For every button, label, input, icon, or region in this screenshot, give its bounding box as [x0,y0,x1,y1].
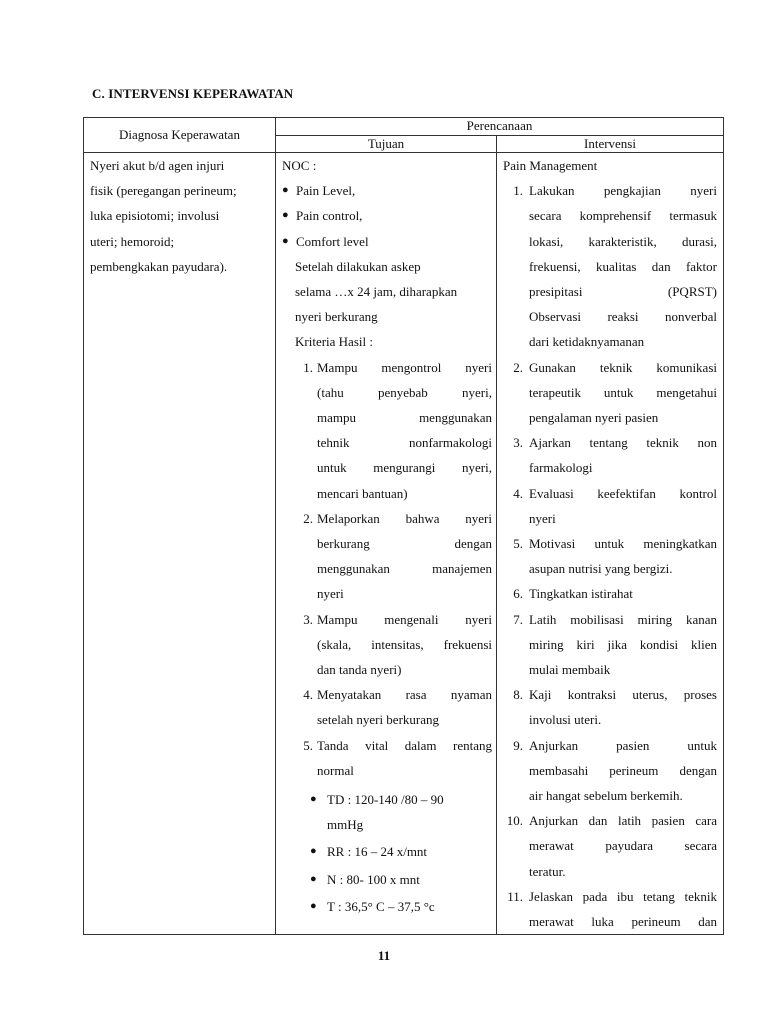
bullet-icon: ● [282,184,289,197]
vital-text [327,867,420,892]
vital-item [282,839,492,864]
intervensi-item [503,430,717,480]
text-line: nyeri berkurang [295,309,378,325]
text-line: Melaporkan bahwa nyeri [317,510,492,526]
text-line: dan tanda nyeri) [317,662,402,678]
noc-item-label: Pain Level, [296,183,356,199]
diagnosa-line: pembengkakan payudara). [90,258,228,274]
text-line: Setelah dilakukan askep [295,258,421,274]
text-line: Lakukan pengkajian nyeri [529,183,717,199]
intervensi-item [503,581,717,606]
text-line: Latih mobilisasi miring kanan [529,611,717,627]
text-line: RR : 16 – 24 x/mnt [327,844,428,860]
intervensi-text [529,178,717,354]
vital-item [282,894,492,919]
vital-text [327,787,444,837]
kriteria-text [317,607,492,683]
kriteria-label: Kriteria Hasil : [295,334,373,350]
noc-item [282,203,492,228]
intervensi-text [529,808,717,884]
bullet-icon: ● [282,209,289,222]
item-number: 1. [513,183,523,199]
item-number: 9. [513,737,523,753]
text-line: merawat luka perineum dan [529,914,717,930]
text-line: mulai membaik [529,662,611,678]
text-line: presipitasi (PQRST) [529,284,717,300]
item-number: 10. [506,813,523,829]
text-line: Jelaskan pada ibu tetang teknik [529,888,717,904]
noc-item-label: Comfort level [296,233,369,249]
kriteria-text [317,355,492,506]
item-number: 8. [513,687,523,703]
text-line: T : 36,5° C – 37,5 °c [327,898,435,914]
header-diagnosa: Diagnosa Keperawatan [84,118,276,153]
intervensi-cell [497,153,724,935]
intervensi-content [503,153,717,934]
intervensi-title: Pain Management [503,158,598,173]
header-perencanaan: Perencanaan [276,118,724,136]
intervensi-item [503,682,717,732]
text-line: untuk mengurangi nyeri, [317,460,492,476]
text-line: air hangat sebelum berkemih. [529,788,683,804]
bullet-icon: ● [282,234,289,247]
vital-text [327,894,435,919]
item-number: 1. [303,359,313,375]
header-tujuan: Tujuan [276,135,497,153]
kriteria-item [282,355,492,506]
text-line: tehnik nonfarmakologi [317,435,492,451]
item-number: 4. [303,687,313,703]
item-number: 2. [303,510,313,526]
vital-item [282,867,492,892]
text-line: secara komprehensif termasuk [529,208,717,224]
setelah-text [282,254,492,330]
kriteria-item [282,506,492,607]
text-line: asupan nutrisi yang bergizi. [529,561,673,577]
tujuan-content [282,153,492,919]
text-line: terapeutik untuk mengetahui [529,384,717,400]
item-number: 4. [513,485,523,501]
tujuan-cell [276,153,497,935]
intervensi-text [529,682,717,732]
noc-item [282,229,492,254]
diagnosa-text [90,153,271,279]
text-line: dari ketidaknyamanan [529,334,645,350]
bullet-icon: ● [310,845,317,858]
intervensi-item [503,733,717,809]
text-line: Menyatakan rasa nyaman [317,687,492,703]
text-line: nyeri [529,510,556,526]
diagnosa-line: uteri; hemoroid; [90,233,175,249]
text-line: nyeri [317,586,344,602]
text-line: mmHg [327,817,364,833]
vital-item [282,787,492,837]
intervensi-text [529,581,717,606]
intervention-table [83,117,724,935]
text-line: mampu menggunakan [317,410,492,426]
text-line: (skala, intensitas, frekuensi [317,636,492,652]
text-line: involusi uteri. [529,712,602,728]
item-number: 3. [513,435,523,451]
item-number: 11. [507,888,523,904]
text-line: normal [317,762,354,778]
text-line: Gunakan teknik komunikasi [529,359,717,375]
text-line: Mampu mengontrol nyeri [317,359,492,375]
text-line: merawat payudara secara [529,838,717,854]
vital-text [327,839,427,864]
intervensi-item [503,808,717,884]
text-line: miring kiri jika kondisi klien [529,636,717,652]
intervensi-text [529,531,717,581]
text-line: Anjurkan dan latih pasien cara [529,813,717,829]
text-line: Mampu mengenali nyeri [317,611,492,627]
kriteria-text [317,733,492,783]
item-number: 7. [513,611,523,627]
text-line: setelah nyeri berkurang [317,712,440,728]
text-line: pengalaman nyeri pasien [529,410,659,426]
diagnosa-cell [84,153,276,935]
text-line: Evaluasi keefektifan kontrol [529,485,717,501]
text-line: Kaji kontraksi uterus, proses [529,687,717,703]
text-line: selama …x 24 jam, diharapkan [295,284,458,300]
item-number: 5. [513,536,523,552]
bullet-icon: ● [310,793,317,806]
text-line: mencari bantuan) [317,485,408,501]
intervensi-item [503,355,717,431]
noc-item-label: Pain control, [296,208,363,224]
noc-item [282,178,492,203]
text-line: Ajarkan tentang teknik non [529,435,717,451]
item-number: 2. [513,359,523,375]
header-intervensi: Intervensi [497,135,724,153]
text-line: lokasi, karakteristik, durasi, [529,233,717,249]
noc-label: NOC : [282,158,317,173]
text-line: Observasi reaksi nonverbal [529,309,717,325]
text-line: Tanda vital dalam rentang [317,737,492,753]
intervensi-text [529,481,717,531]
intervensi-text [529,884,717,934]
kriteria-text [317,506,492,607]
intervensi-text [529,355,717,431]
text-line: Motivasi untuk meningkatkan [529,536,717,552]
diagnosa-line: Nyeri akut b/d agen injuri [90,158,225,173]
intervensi-item [503,607,717,683]
bullet-icon: ● [310,899,317,912]
intervensi-item [503,531,717,581]
intervensi-text [529,607,717,683]
text-line: membasahi perineum dengan [529,762,717,778]
intervensi-text [529,430,717,480]
kriteria-text [317,682,492,732]
text-line: N : 80- 100 x mnt [327,871,420,887]
text-line: TD : 120-140 /80 – 90 [327,792,444,808]
item-number: 3. [303,611,313,627]
intervensi-item [503,481,717,531]
kriteria-item [282,682,492,732]
text-line: Tingkatkan istirahat [529,586,633,602]
kriteria-item [282,607,492,683]
text-line: (tahu penyebab nyeri, [317,384,492,400]
intervensi-text [529,733,717,809]
text-line: frekuensi, kualitas dan faktor [529,258,717,274]
diagnosa-line: luka episiotomi; involusi [90,208,220,224]
item-number: 6. [513,586,523,602]
diagnosa-line: fisik (peregangan perineum; [90,183,237,199]
item-number: 5. [303,737,313,753]
bullet-icon: ● [310,872,317,885]
text-line: menggunakan manajemen [317,561,492,577]
text-line: farmakologi [529,460,593,476]
kriteria-item [282,733,492,783]
text-line: berkurang dengan [317,536,492,552]
section-heading: C. INTERVENSI KEPERAWATAN [92,86,294,101]
intervensi-item [503,884,717,934]
page-number: 11 [377,948,391,963]
text-line: teratur. [529,863,566,879]
intervensi-item [503,178,717,354]
text-line: Anjurkan pasien untuk [529,737,717,753]
